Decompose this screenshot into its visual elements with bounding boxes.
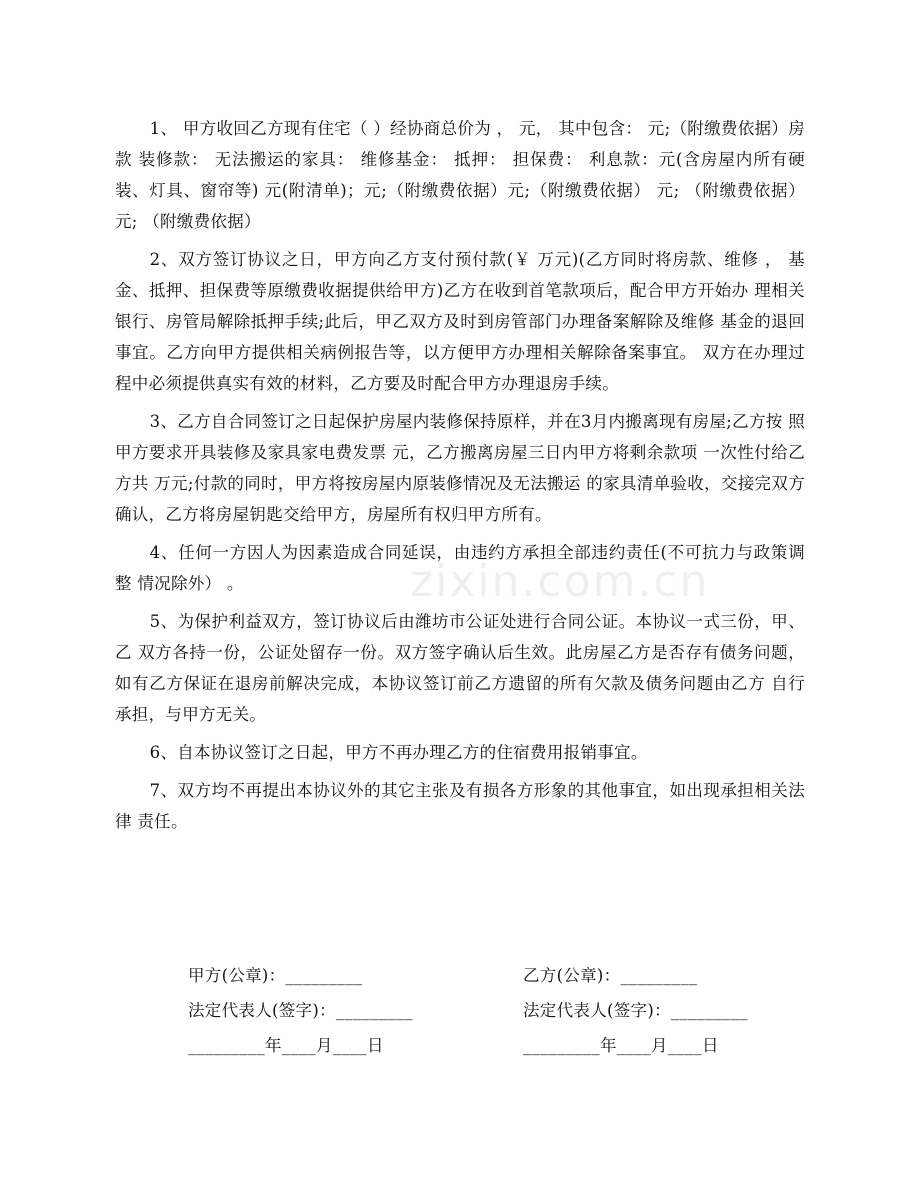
clause-3: 3、乙方自合同签订之日起保护房屋内装修保持原样，并在3月内搬离现有房屋;乙方按 照甲方要求开具装修及家具家电费发票 元，乙方搬离房屋三日内甲方将剩余款项 一次性付给乙方共 万元;付款的同时，甲方将按房屋内原装修情况及无法搬运 的家具清单验收，交接完双方确认，乙方将房屋钥匙交给甲方，房屋所有权归甲方所有。 [115, 412, 805, 524]
party-b-date: _________年____月____日 [523, 1036, 719, 1055]
clause-7: 7、双方均不再提出本协议外的其它主张及有损各方形象的其他事宜，如出现承担相关法律 责任。 [115, 781, 805, 831]
watermark: zixin.com.cn [410, 556, 710, 607]
signature-block [188, 958, 808, 1063]
party-a-date: _________年____月____日 [188, 1036, 384, 1055]
clause-2: 2、双方签订协议之日，甲方向乙方支付预付款(￥ 万元)(乙方同时将房款、维修 ， 基金、抵押、担保费等原缴费收据提供给甲方)乙方在收到首笔款项后，配合甲方开始办 理相关银行、房管局解除抵押手续;此后，甲乙双方及时到房管部门办理备案解除及维修 基金的退回事宜。乙方向甲方提供相关病例报告等，以方便甲方办理相关解除备案事宜。 双方在办理过程中必须提供真实有效的材料，乙方要及时配合甲方办理退房手续。 [115, 250, 805, 393]
party-a-representative: 法定代表人(签字)：_________ [188, 1001, 413, 1020]
representative-row [188, 993, 808, 1028]
clause-1: 1、 甲方收回乙方现有住宅（ ）经协商总价为 ， 元， 其中包含： 元;（附缴费依据）房款 装修款： 无法搬运的家具： 维修基金： 抵押： 担保费： 利息款：元(含房屋内所有硬装、灯具、窗帘等) 元(附清单)；元;（附缴费依据）元;（附缴费依据） 元; （附缴费依据） 元; （附缴费依据） [115, 119, 811, 231]
party-b-seal: 乙方(公章)：_________ [523, 966, 698, 985]
clause-4: 4、任何一方因人为因素造成合同延误，由违约方承担全部违约责任(不可抗力与政策调整 情况除外） 。 [115, 543, 805, 593]
party-b-representative: 法定代表人(签字)：_________ [523, 1001, 748, 1020]
clause-6: 6、自本协议签订之日起，甲方不再办理乙方的住宿费用报销事宜。 [149, 743, 648, 762]
contract-body [115, 113, 811, 844]
seal-row [188, 958, 808, 993]
party-a-seal: 甲方(公章)：_________ [188, 966, 363, 985]
date-row [188, 1028, 808, 1063]
clause-5: 5、为保护利益双方，签订协议后由潍坊市公证处进行合同公证。本协议一式三份，甲、乙 双方各持一份，公证处留存一份。双方签字确认后生效。此房屋乙方是否存有债务问题， 如有乙方保证在退房前解决完成，本协议签订前乙方遗留的所有欠款及债务问题由乙方 自行承担，与甲方无关。 [115, 612, 811, 724]
